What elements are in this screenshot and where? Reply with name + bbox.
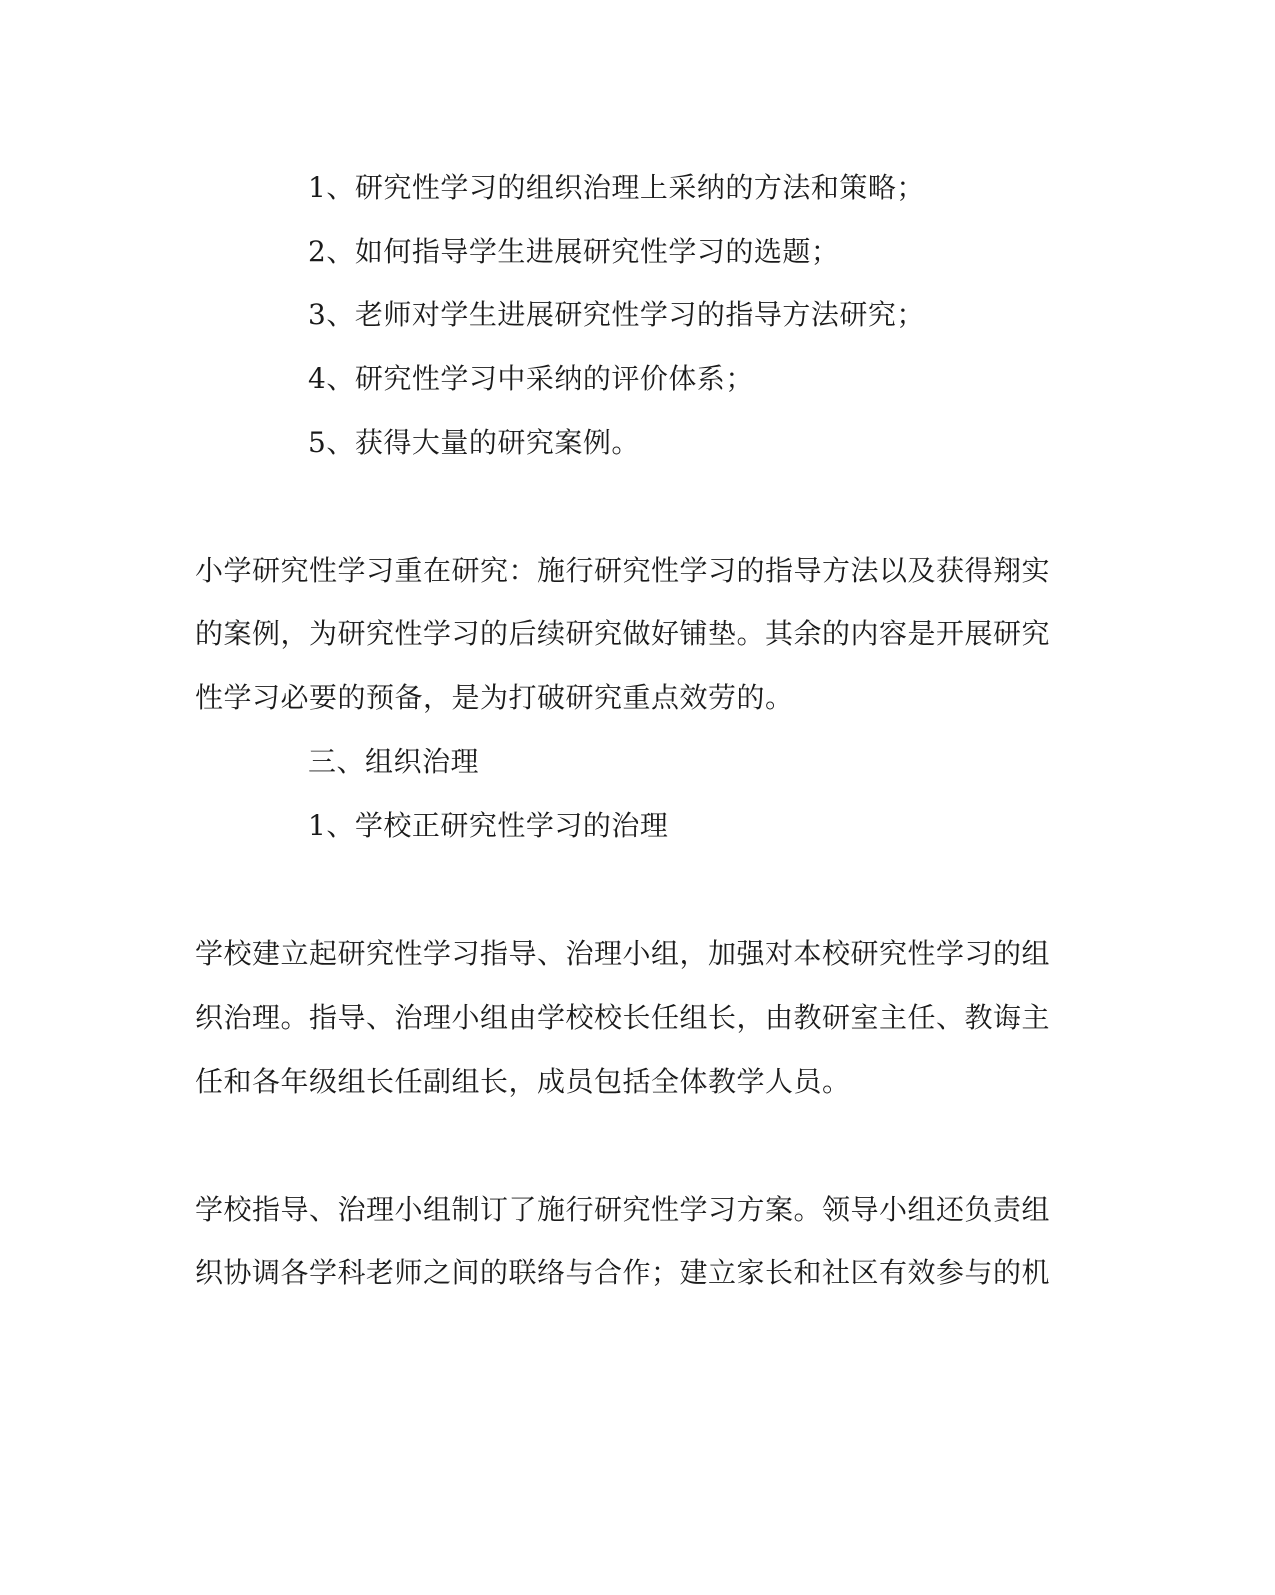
paragraph-2-line-1: 学校建立起研究性学习指导、治理小组，加强对本校研究性学习的组 [195,937,1051,970]
paragraph-3-line-1: 学校指导、治理小组制订了施行研究性学习方案。领导小组还负责组 [195,1193,1051,1226]
list-item-5: 5、获得大量的研究案例。 [308,426,640,459]
paragraph-1-line-1: 小学研究性学习重在研究：施行研究性学习的指导方法以及获得翔实 [195,554,1051,587]
section-heading: 三、组织治理 [308,745,480,778]
list-item-4: 4、研究性学习中采纳的评价体系； [308,362,754,395]
paragraph-3-line-2: 织协调各学科老师之间的联络与合作；建立家长和社区有效参与的机 [195,1256,1051,1289]
list-item-1: 1、研究性学习的组织治理上采纳的方法和策略； [308,171,925,204]
paragraph-1-line-3: 性学习必要的预备，是为打破研究重点效劳的。 [195,681,794,714]
paragraph-2-line-2: 织治理。指导、治理小组由学校校长任组长，由教研室主任、教诲主 [195,1001,1051,1034]
list-item-3: 3、老师对学生进展研究性学习的指导方法研究； [308,298,925,331]
paragraph-1-line-2: 的案例，为研究性学习的后续研究做好铺垫。其余的内容是开展研究 [195,617,1051,650]
subsection-heading: 1、学校正研究性学习的治理 [308,809,669,842]
list-item-2: 2、如何指导学生进展研究性学习的选题； [308,235,840,268]
paragraph-2-line-3: 任和各年级组长任副组长，成员包括全体教学人员。 [195,1065,851,1098]
